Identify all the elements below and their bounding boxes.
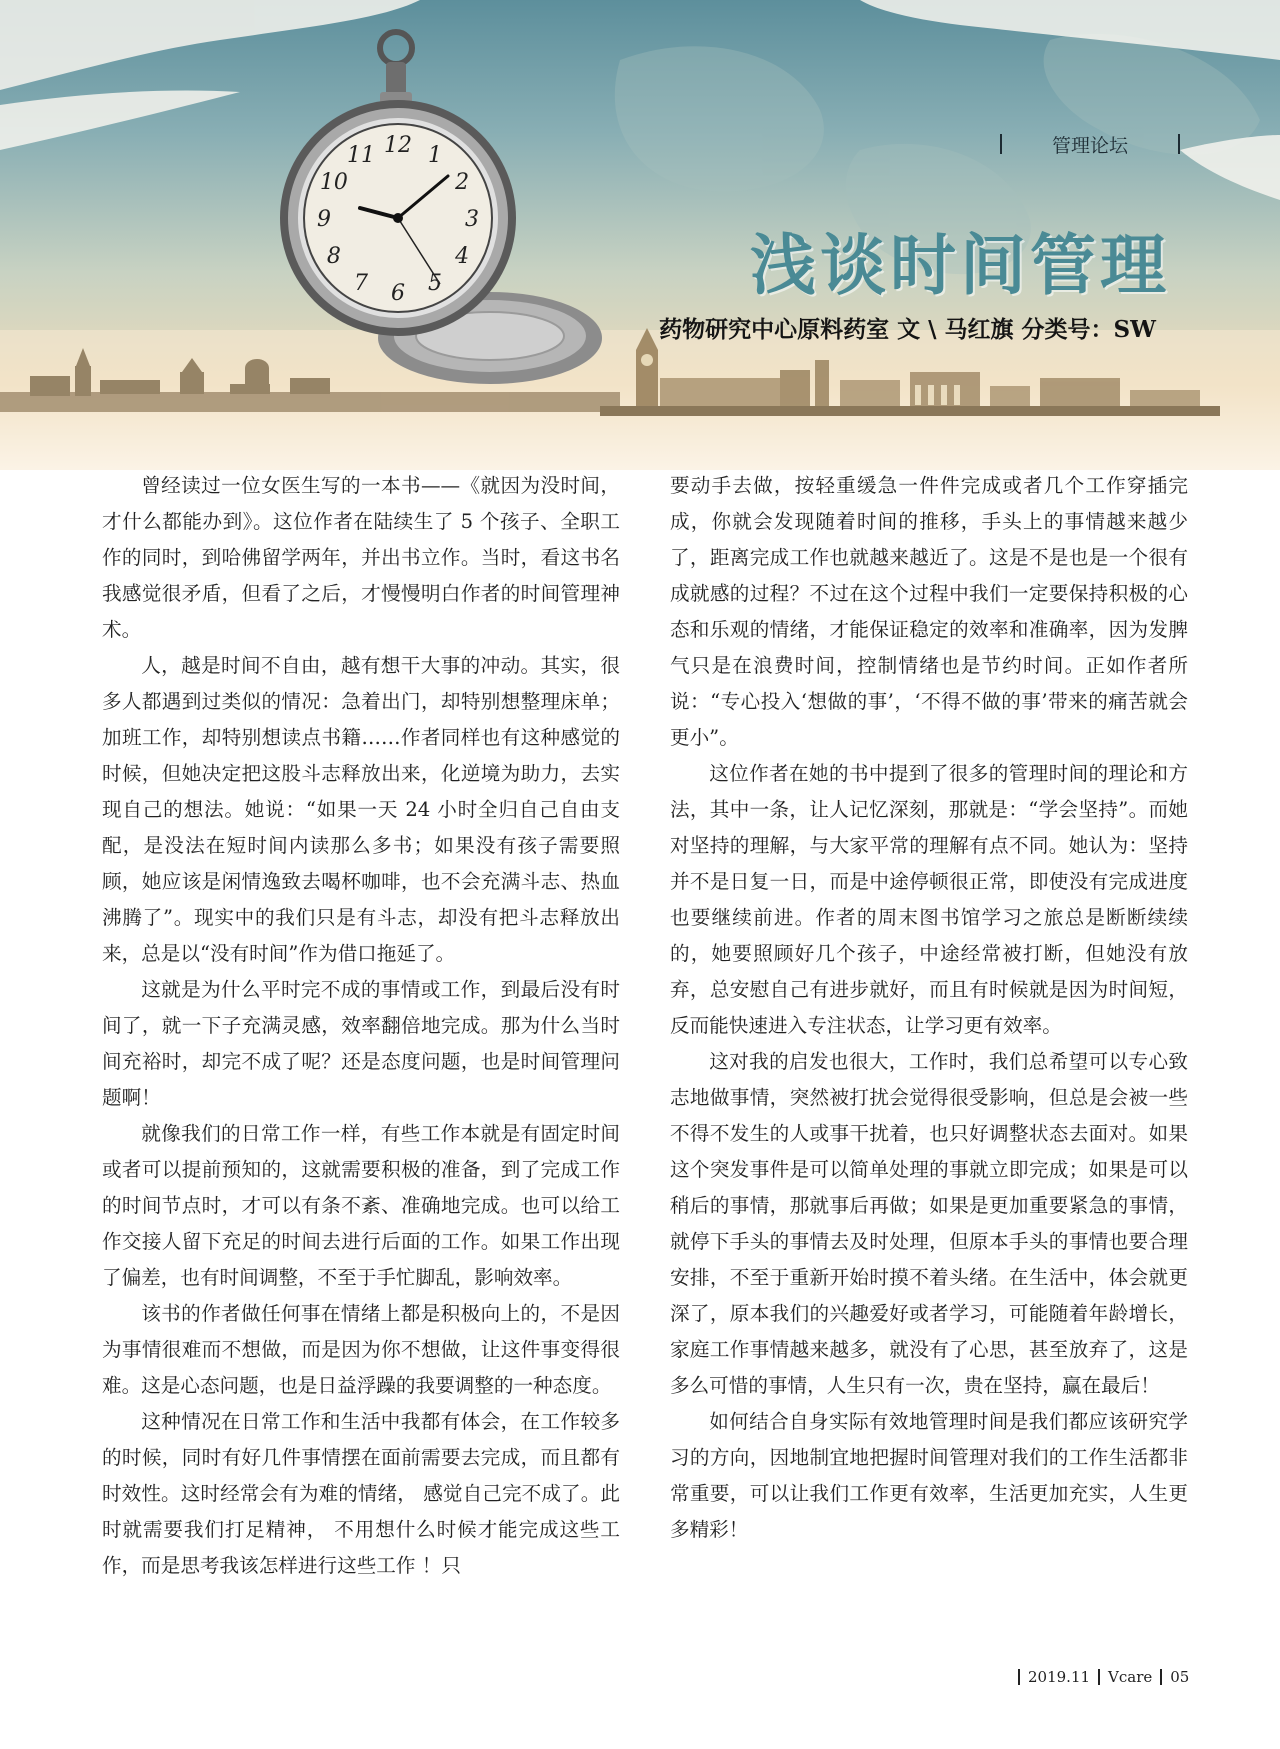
clock-numeral: 2 bbox=[455, 170, 470, 195]
page-footer bbox=[1010, 1664, 1189, 1690]
clock-numeral: 6 bbox=[391, 281, 405, 306]
article-byline: 药物研究中心原料药室 文 \ 马红旗 分类号：SW bbox=[659, 316, 1156, 343]
clock-numeral: 5 bbox=[428, 271, 442, 297]
article-title: 浅谈时间管理 bbox=[750, 227, 1170, 304]
paragraph: 曾经读过一位女医生写的一本书——《就因为没时间，才什么都能办到》。这位作者在陆续生了 5 个孩子、全职工作的同时，到哈佛留学两年，并出书立作。当时，看这书名我感觉很矛盾，但看了之后，才慢慢明白作者的时间管理神术。 bbox=[102, 474, 620, 641]
footer-divider bbox=[1160, 1669, 1162, 1685]
paragraph: 这位作者在她的书中提到了很多的管理时间的理论和方法，其中一条，让人记忆深刻，那就是：“学会坚持”。而她对坚持的理解，与大家平常的理解有点不同。她认为：坚持并不是日复一日，而是中途停顿很正常，即使没有完成进度也要继续前进。作者的周末图书馆学习之旅总是断断续续的，她要照顾好几个孩子，中途经常被打断，但她没有放弃，总安慰自己有进步就好，而且有时候就是因为时间短，反而能快速进入专注状态，让学习更有效率。 bbox=[670, 762, 1188, 1037]
clock-numeral: 11 bbox=[347, 142, 375, 168]
page-number: 05 bbox=[1170, 1668, 1190, 1686]
issue-date: 2019.11 bbox=[1028, 1668, 1091, 1686]
header-banner bbox=[0, 0, 1280, 470]
paragraph: 这就是为什么平时完不成的事情或工作，到最后没有时间了，就一下子充满灵感，效率翻倍地完成。那为什么当时间充裕时，却完不成了呢？还是态度问题，也是时间管理问题啊！ bbox=[102, 978, 620, 1109]
paragraph: 如何结合自身实际有效地管理时间是我们都应该研究学习的方向，因地制宜地把握时间管理对我们的工作生活都非常重要，可以让我们工作更有效率，生活更加充实，人生更多精彩！ bbox=[670, 1410, 1188, 1541]
paragraph-continuation: 要动手去做，按轻重缓急一件件完成或者几个工作穿插完成，你就会发现随着时间的推移，手头上的事情越来越少了，距离完成工作也就越来越近了。这是不是也是一个很有成就感的过程？不过在这个过程中我们一定要保持积极的心态和乐观的情绪，才能保证稳定的效率和准确率，因为发脾气只是在浪费时间，控制情绪也是节约时间。正如作者所说：“专心投入‘想做的事’，‘不得不做的事’带来的痛苦就会更小”。 bbox=[670, 474, 1188, 749]
clock-numeral: 8 bbox=[326, 244, 341, 269]
paragraph: 这对我的启发也很大，工作时，我们总希望可以专心致志地做事情，突然被打扰会觉得很受影响，但总是会被一些不得不发生的人或事干扰着，也只好调整状态去面对。如果这个突发事件是可以简单处理的事就立即完成；如果是可以稍后的事情，那就事后再做；如果是更加重要紧急的事情，就停下手头的事情去及时处理，但原本手头的事情也要合理安排，不至于重新开始时摸不着头绪。在生活中，体会就更深了，原本我们的兴趣爱好或者学习，可能随着年龄增长，家庭工作事情越来越多，就没有了心思，甚至放弃了，这是多么可惜的事情，人生只有一次，贵在坚持，赢在最后！ bbox=[670, 1050, 1188, 1397]
article-column-left bbox=[102, 468, 620, 1584]
section-divider-right bbox=[1178, 134, 1180, 154]
paragraph: 人，越是时间不自由，越有想干大事的冲动。其实，很多人都遇到过类似的情况：急着出门，却特别想整理床单；加班工作，却特别想读点书籍……作者同样也有这种感觉的时候，但她决定把这股斗志释放出来，化逆境为助力，去实现自己的想法。她说：“如果一天 24 小时全归自己自由支配，是没法在短时间内读那么多书；如果没有孩子需要照顾，她应该是闲情逸致去喝杯咖啡，也不会充满斗志、热血沸腾了”。现实中的我们只是有斗志，却没有把斗志释放出来，总是以“没有时间”作为借口拖延了。 bbox=[102, 654, 620, 965]
clock-numeral: 1 bbox=[428, 142, 442, 168]
clock-numeral: 12 bbox=[384, 133, 412, 158]
paragraph: 这种情况在日常工作和生活中我都有体会，在工作较多的时候，同时有好几件事情摆在面前需要去完成，而且都有时效性。这时经常会有为难的情绪， 感觉自己完不成了。此时就需要我们打足精神， 不用想什么时候才能完成这些工作，而是思考我该怎样进行这些工作 ！只 bbox=[102, 1410, 620, 1577]
clock-numeral: 3 bbox=[465, 207, 479, 232]
footer-divider bbox=[1018, 1669, 1020, 1685]
clock-numeral: 10 bbox=[319, 170, 348, 195]
section-label bbox=[1000, 127, 1180, 161]
clock-numeral: 9 bbox=[317, 207, 331, 232]
paragraph: 该书的作者做任何事在情绪上都是积极向上的，不是因为事情很难而不想做，而是因为你不想做，让这件事变得很难。这是心态问题，也是日益浮躁的我要调整的一种态度。 bbox=[102, 1302, 620, 1397]
section-label-text: 管理论坛 bbox=[1051, 134, 1128, 157]
footer-divider bbox=[1098, 1669, 1100, 1685]
clock-numeral: 4 bbox=[455, 244, 470, 269]
magazine-name: Vcare bbox=[1108, 1668, 1153, 1686]
clock-numeral: 7 bbox=[354, 271, 368, 297]
section-divider-left bbox=[1000, 134, 1002, 154]
paragraph: 就像我们的日常工作一样，有些工作本就是有固定时间或者可以提前预知的，这就需要积极的准备，到了完成工作的时间节点时，才可以有条不紊、准确地完成。也可以给工作交接人留下充足的时间去进行后面的工作。如果工作出现了偏差，也有时间调整，不至于手忙脚乱，影响效率。 bbox=[102, 1122, 620, 1289]
article-column-right bbox=[670, 468, 1188, 1548]
